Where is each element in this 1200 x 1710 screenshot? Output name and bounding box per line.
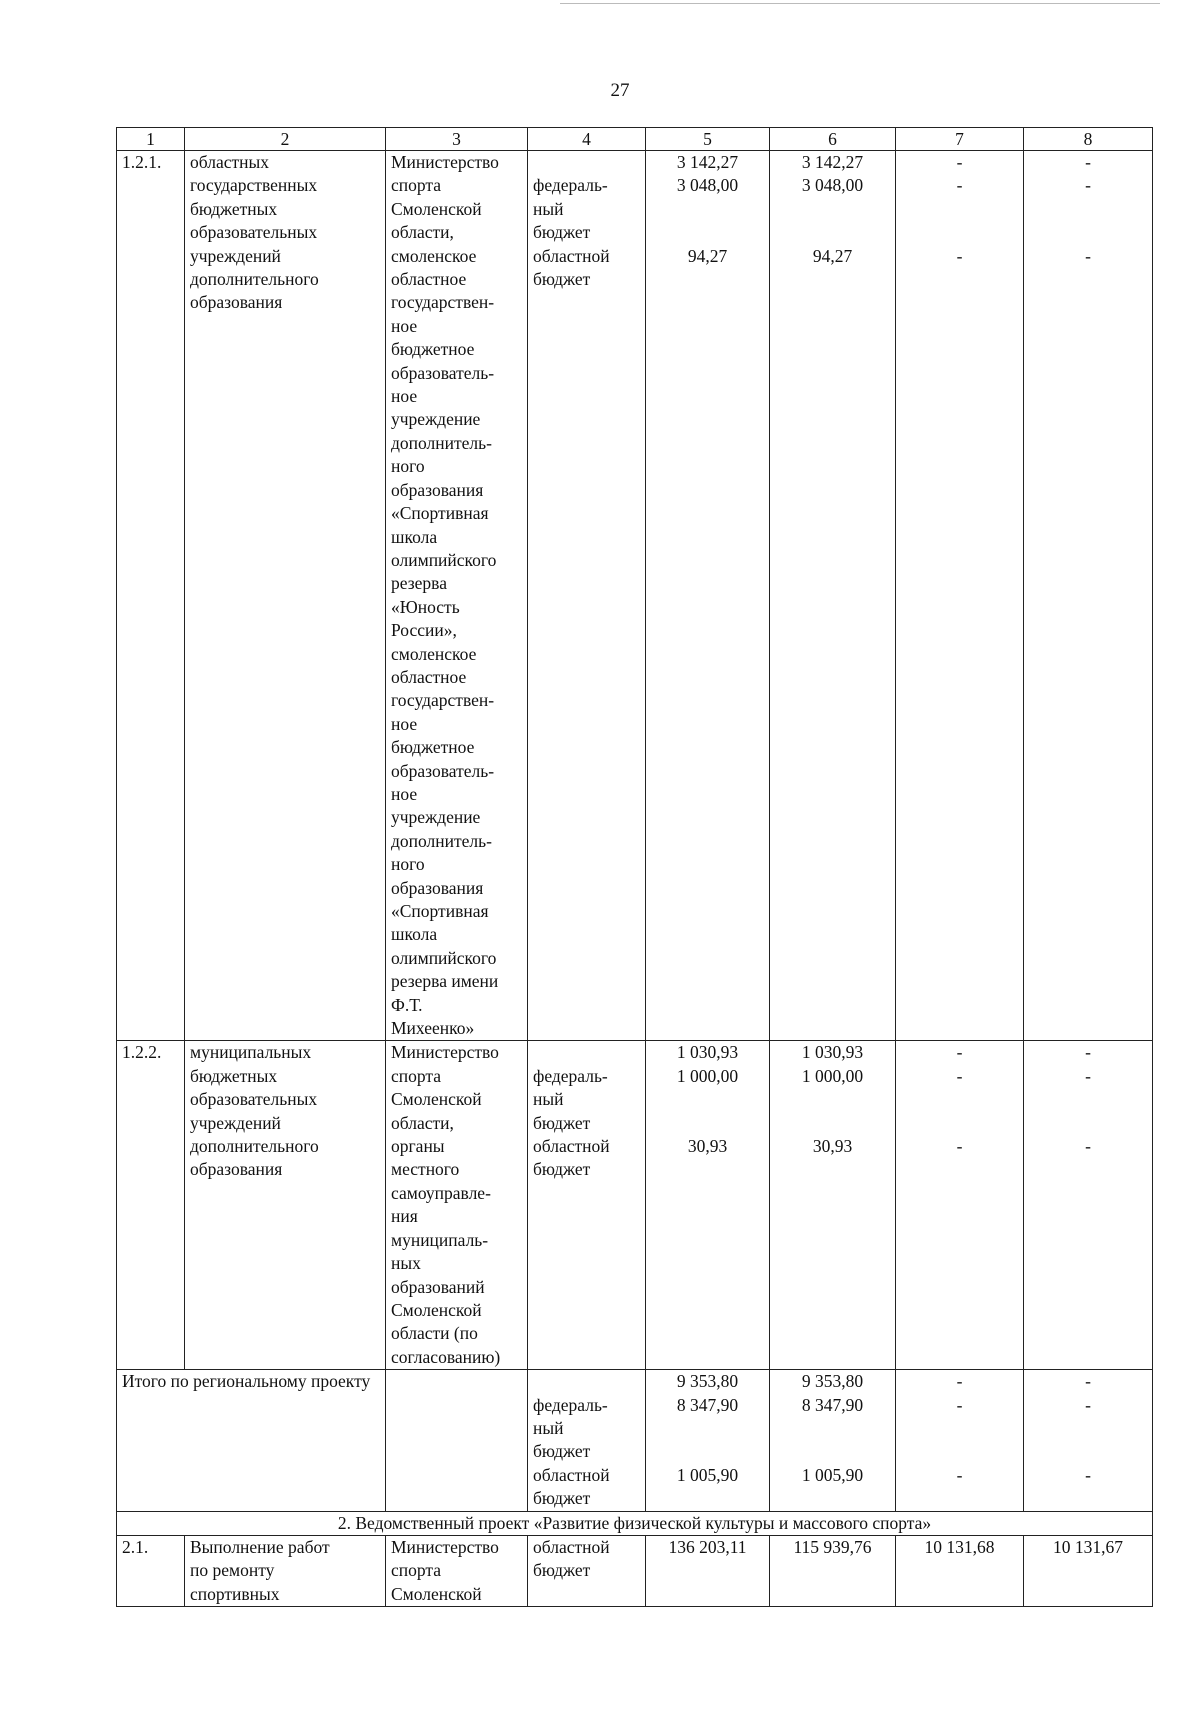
header-col-8: 8 [1024,128,1153,151]
row-col-5: 1 030,93 1 000,00 30,93 [646,1041,770,1370]
header-col-3: 3 [386,128,528,151]
row-col-5: 136 203,11 [646,1535,770,1606]
scan-top-line [560,3,1160,4]
header-col-5: 5 [646,128,770,151]
row-col-7: 10 131,68 [896,1535,1024,1606]
header-col-6: 6 [770,128,896,151]
row-col-6: 3 142,27 3 048,00 94,27 [770,151,896,1041]
total-col-8: - - - [1024,1370,1153,1511]
row-code: 1.2.2. [117,1041,185,1370]
row-executor: Министерство спорта Смоленской области, органы местного самоуправле- ния муниципаль- ных образований Смоленской области (по согласованию) [386,1041,528,1370]
row-name: муниципальных бюджетных образовательных учреждений дополнительного образования [185,1041,386,1370]
row-funding-source: федераль- ный бюджет областной бюджет [528,151,646,1041]
total-col-6: 9 353,80 8 347,90 1 005,90 [770,1370,896,1511]
row-col-8: - - - [1024,151,1153,1041]
table-row-1-2-2 [117,1041,1153,1370]
table-row-total [117,1370,1153,1511]
row-funding-source: областной бюджет [528,1535,646,1606]
header-row [117,128,1153,151]
header-col-7: 7 [896,128,1024,151]
row-col-8: 10 131,67 [1024,1535,1153,1606]
row-col-8: - - - [1024,1041,1153,1370]
row-col-6: 115 939,76 [770,1535,896,1606]
row-col-6: 1 030,93 1 000,00 30,93 [770,1041,896,1370]
section-heading-row [117,1511,1153,1535]
row-name: областных государственных бюджетных образовательных учреждений дополнительного образования [185,151,386,1041]
table-row-2-1 [117,1535,1153,1606]
total-label: Итого по региональному проекту [117,1370,386,1511]
row-funding-source: федераль- ный бюджет областной бюджет [528,1041,646,1370]
row-executor: Министерство спорта Смоленской области, смоленское областное государствен- ное бюджетное образователь- ное учреждение дополнитель- ного образования «Спортивная школа олимпийского резерва «Юность России», смоленское областное государствен- ное бюджетное образователь- ное учреждение дополнитель- ного образования «Спортивная школа олимпийского резерва имени Ф.Т. Михеенко» [386,151,528,1041]
row-code: 1.2.1. [117,151,185,1041]
total-col-7: - - - [896,1370,1024,1511]
header-col-4: 4 [528,128,646,151]
row-executor: Министерство спорта Смоленской [386,1535,528,1606]
total-executor-empty [386,1370,528,1511]
total-funding-source: федераль- ный бюджет областной бюджет [528,1370,646,1511]
row-col-7: - - - [896,151,1024,1041]
row-col-7: - - - [896,1041,1024,1370]
header-col-1: 1 [117,128,185,151]
page-number: 27 [610,80,630,101]
row-col-5: 3 142,27 3 048,00 94,27 [646,151,770,1041]
header-col-2: 2 [185,128,386,151]
section-2-title: 2. Ведомственный проект «Развитие физической культуры и массового спорта» [117,1511,1153,1535]
budget-table [116,127,1153,1607]
total-col-5: 9 353,80 8 347,90 1 005,90 [646,1370,770,1511]
table-row-1-2-1 [117,151,1153,1041]
row-name: Выполнение работ по ремонту спортивных [185,1535,386,1606]
row-code: 2.1. [117,1535,185,1606]
